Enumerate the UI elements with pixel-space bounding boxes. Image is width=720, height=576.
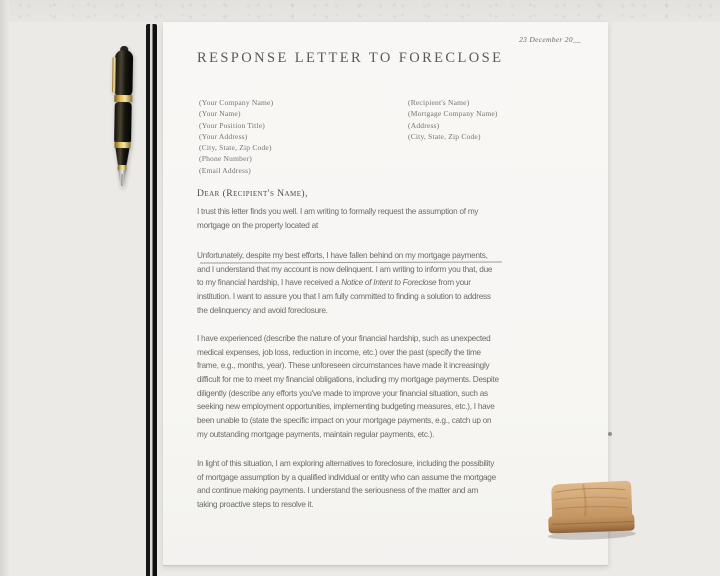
recipient-address-line: (Recipient's Name) xyxy=(408,98,470,107)
sender-address-line: (Your Address) xyxy=(199,131,248,141)
paragraph-line: I have experienced (describe the nature of your financial hardship, such as unexpected xyxy=(197,334,491,343)
salutation: Dear (Recipient's Name), xyxy=(197,188,308,199)
sender-address-line: (City, State, Zip Code) xyxy=(199,143,272,153)
paragraph-line: mortgage on the property located at xyxy=(197,220,318,230)
paragraph-line: of mortgage assumption by a qualified individual or entity who can assume the mortgage xyxy=(197,472,496,482)
paragraph-line: seeking new employment opportunities, implementing budgeting measures, etc.), I have xyxy=(197,402,495,412)
notebook-edge-lines xyxy=(146,24,157,576)
letter-paper xyxy=(163,22,608,565)
paragraph-text: to my financial hardship, I have received a xyxy=(197,278,342,288)
sender-address-line: (Email Address) xyxy=(199,165,251,175)
sender-address-line: (Phone Number) xyxy=(199,154,252,164)
recipient-address-line: (City, State, Zip Code) xyxy=(408,131,481,141)
wooden-stamp-image xyxy=(543,477,639,542)
paragraph-text: from your xyxy=(436,278,471,288)
paragraph-line: Unfortunately, despite my best efforts, I have fallen behind on my mortgage payments, xyxy=(197,251,488,260)
paragraph-intro xyxy=(197,205,478,232)
paragraph-line: diligently (describe any efforts you've made to improve your financial situation, such as xyxy=(197,388,488,398)
paragraph-line: and continue making payments. I understand the seriousness of the matter and am xyxy=(197,486,479,496)
paragraph-alternatives xyxy=(197,457,496,512)
sender-address-line: (Your Position Title) xyxy=(199,120,265,130)
desk-speck xyxy=(608,432,612,436)
letter-date: 23 December 20__ xyxy=(519,35,581,44)
paragraph-line: I trust this letter finds you well. I am writing to formally request the assumption of my xyxy=(197,207,479,216)
notice-of-intent-italic: Notice of Intent to Foreclose xyxy=(341,278,437,288)
recipient-address-line: (Address) xyxy=(408,120,440,130)
desk-edge-shading xyxy=(0,0,9,576)
wooden-stamp-drawing xyxy=(543,477,639,542)
recipient-address-line: (Mortgage Company Name) xyxy=(408,109,498,119)
paragraph-line: taking proactive steps to resolve it. xyxy=(197,500,314,510)
recipient-address-block xyxy=(408,97,498,176)
fountain-pen-image xyxy=(106,46,141,191)
page-title: RESPONSE LETTER TO FORECLOSE xyxy=(197,50,504,66)
sender-address-line: (Your Name) xyxy=(199,109,241,119)
sender-address-block xyxy=(199,97,408,176)
paragraph-line: In light of this situation, I am exploring alternatives to foreclosure, including the possibility xyxy=(197,459,495,468)
paragraph-line: the delinquency and avoid foreclosure. xyxy=(197,305,328,315)
paragraph-line: medical expenses, job loss, reduction in income, etc.) over the past (specify the time xyxy=(197,347,481,357)
paragraph-line: been unable to (state the specific impact on your mortgage payments, e.g., catch up on xyxy=(197,416,492,426)
paragraph-hardship-details xyxy=(197,332,499,442)
paragraph-line: my outstanding mortgage payments, maintain regular payments, etc.). xyxy=(197,429,435,439)
paragraph-line: and I understand that my account is now delinquent. I am writing to inform you that, due xyxy=(197,264,493,274)
paragraph-line: difficult for me to meet my financial obligations, including my mortgage payments. Despite xyxy=(197,375,499,385)
desk-texture xyxy=(0,0,720,22)
address-blocks xyxy=(199,97,498,176)
paragraph-line: institution. I want to assure you that I am fully committed to finding a solution to address xyxy=(197,292,491,302)
paragraph-line: frame, e.g., months, year). These unforeseen circumstances have made it increasingly xyxy=(197,361,490,371)
paragraph-hardship-notice xyxy=(197,249,492,317)
fountain-pen-drawing xyxy=(106,46,141,191)
sender-address-line: (Your Company Name) xyxy=(199,98,274,107)
paragraph-line xyxy=(197,276,492,290)
